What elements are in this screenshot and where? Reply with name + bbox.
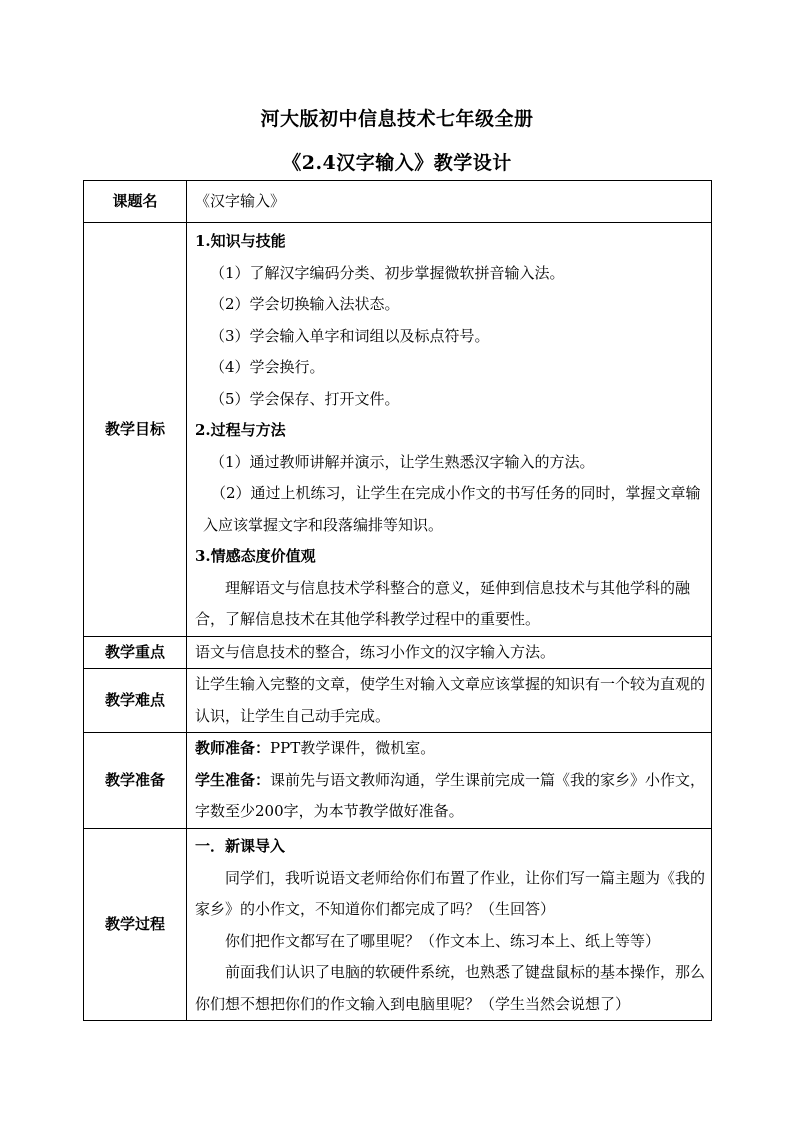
key-points-value: 语文与信息技术的整合，练习小作文的汉字输入方法。 bbox=[187, 636, 712, 669]
goals-process-item: （1）通过教师讲解并演示，让学生熟悉汉字输入的方法。 bbox=[210, 452, 595, 471]
goals-process-item: （2）通过上机练习，让学生在完成小作文的书写任务的同时，掌握文章输入应该掌握文字和段落编排等知识。 bbox=[203, 484, 701, 534]
process-paragraph: 前面我们认识了电脑的软硬件系统，也熟悉了键盘鼠标的基本操作，那么你们想不想把你们的作文输入到电脑里呢？（学生当然会说想了） bbox=[195, 963, 706, 1013]
document-subtitle: 《2.4汉字输入》教学设计 bbox=[282, 152, 512, 174]
teacher-prep-text: PPT教学课件，微机室。 bbox=[270, 739, 436, 758]
table-row-goals bbox=[84, 223, 712, 637]
table-row-topic bbox=[84, 181, 712, 223]
difficulties-value: 让学生输入完整的文章，使学生对输入文章应该掌握的知识有一个较为直观的认识，让学生自己动手完成。 bbox=[187, 669, 712, 733]
table-row-preparation bbox=[84, 733, 712, 829]
row-label-process: 教学过程 bbox=[84, 829, 187, 1021]
goals-skill-item: （1）了解汉字编码分类、初步掌握微软拼音输入法。 bbox=[210, 263, 565, 282]
goals-skill-item: （2）学会切换输入法状态。 bbox=[210, 295, 400, 313]
teacher-prep-label: 教师准备： bbox=[195, 739, 271, 758]
row-label-difficulties: 教学难点 bbox=[84, 669, 187, 733]
goals-skill-item: （3）学会输入单字和词组以及标点符号。 bbox=[210, 326, 490, 345]
lesson-plan-table bbox=[83, 180, 712, 1021]
topic-value: 《汉字输入》 bbox=[187, 181, 712, 223]
goals-skill-item: （4）学会换行。 bbox=[210, 358, 325, 376]
table-row-process bbox=[84, 829, 712, 1021]
student-prep-label: 学生准备： bbox=[195, 770, 271, 789]
goals-values-text: 理解语文与信息技术学科整合的意义，延伸到信息技术与其他学科的融合，了解信息技术在其他学科教学过程中的重要性。 bbox=[195, 578, 691, 628]
row-label-preparation: 教学准备 bbox=[84, 733, 187, 829]
table-row-key-points bbox=[84, 636, 712, 669]
goals-heading-values: 3.情感态度价值观 bbox=[195, 547, 316, 565]
preparation-content bbox=[187, 733, 712, 829]
process-paragraph: 你们把作文都写在了哪里呢？（作文本上、练习本上、纸上等等） bbox=[225, 931, 661, 950]
row-label-topic: 课题名 bbox=[84, 181, 187, 223]
goals-skill-item: （5）学会保存、打开文件。 bbox=[210, 389, 400, 408]
student-prep-text: 课前先与语文教师沟通，学生课前完成一篇《我的家乡》小作文，字数至少200字，为本节教学做好准备。 bbox=[195, 770, 706, 821]
goals-heading-skills: 1.知识与技能 bbox=[195, 232, 286, 250]
goals-content bbox=[187, 223, 712, 637]
process-content bbox=[187, 829, 712, 1021]
process-heading: 一．新课导入 bbox=[195, 837, 286, 855]
row-label-goals: 教学目标 bbox=[84, 223, 187, 637]
process-paragraph: 同学们，我听说语文老师给你们布置了作业，让你们写一篇主题为《我的家乡》的小作文，不知道你们都完成了吗？（生回答） bbox=[195, 868, 706, 918]
goals-heading-process: 2.过程与方法 bbox=[195, 421, 286, 439]
row-label-key-points: 教学重点 bbox=[84, 636, 187, 669]
document-title: 河大版初中信息技术七年级全册 bbox=[260, 108, 534, 130]
table-row-difficulties bbox=[84, 669, 712, 733]
